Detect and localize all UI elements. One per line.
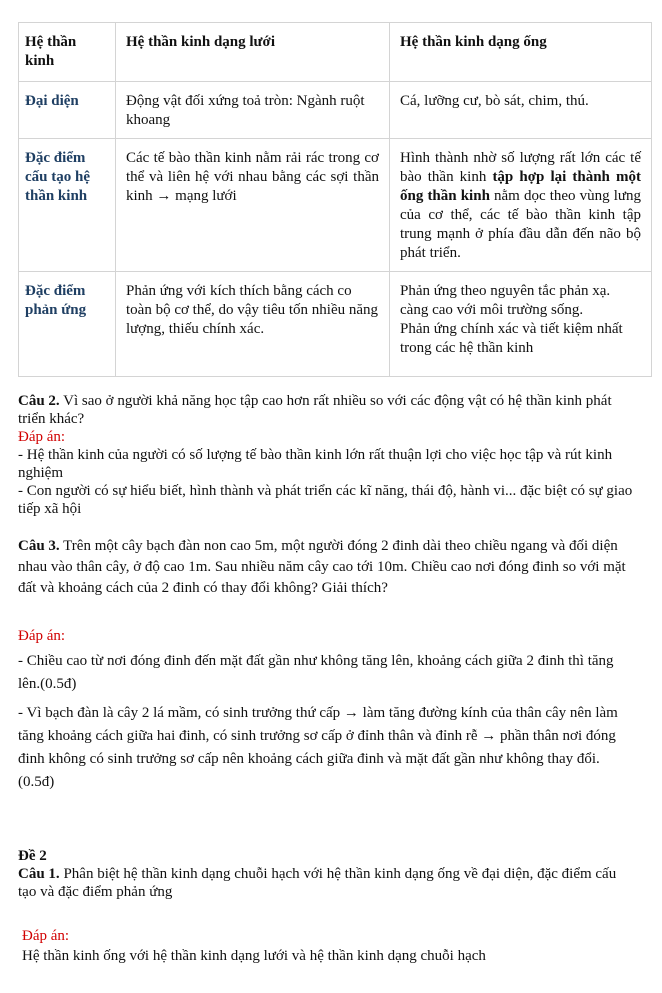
section-heading: Đề 2 [18,848,47,864]
question-3 [18,536,638,599]
cell-bold-text: tập hợp lại thành một ống thần kinh [400,169,641,204]
cell-text: Hình thành nhờ số lượng rất lớn các tế bào thần kinh [400,150,641,185]
table-cell: Động vật đối xứng toả tròn: Ngành ruột khoang [116,82,390,139]
table-cell [390,272,652,377]
table-cell: Phản ứng với kích thích bằng cách co toàn bộ cơ thể, do vậy tiêu tốn nhiều năng lượng, thiếu chính xác. [116,272,390,377]
question-label: Câu 1. [18,866,60,882]
answer-line: - Vì bạch đàn là cây 2 lá mầm, có sinh trưởng thứ cấp → làm tăng đường kính của thân cây nên làm tăng khoảng cách giữa hai đinh, có sinh trưởng sơ cấp ở đỉnh thân và đỉnh rễ → phần thân nơi đóng đinh không có sinh trưởng sơ cấp nên khoảng cách giữa đinh và mặt đất gần như không thay đổi. (0.5đ) [18,705,618,790]
table-header-row [19,23,652,82]
answer-line: Hệ thần kinh ống với hệ thần kinh dạng lưới và hệ thần kinh dạng chuỗi hạch [22,948,486,964]
question-text [18,536,638,599]
question-2 [18,392,638,518]
question-body: Vì sao ở người khả năng học tập cao hơn rất nhiều so với các động vật có hệ thần kinh phát triển khác? [18,393,612,427]
answer-line: - Con người có sự hiểu biết, hình thành và phát triển các kĩ năng, thái độ, hành vi... đặc biệt có sự giao tiếp xã hội [18,483,633,517]
question-text [18,865,638,901]
answer-line: - Hệ thần kinh của người có số lượng tế bào thần kinh lớn rất thuận lợi cho việc học tập và rút kinh nghiệm [18,447,613,481]
answer-line: - Chiều cao từ nơi đóng đinh đến mặt đất gần như không tăng lên, khoảng cách giữa 2 đinh thì tăng lên.(0.5đ) [18,653,614,692]
cell-text: nằm dọc theo vùng lưng của cơ thể, các tế bào thần kinh tập trung mạnh ở phía đầu dẫn đến não bộ phát triển. [400,188,642,261]
question-body: Trên một cây bạch đàn non cao 5m, một người đóng 2 đinh dài theo chiều ngang và đối diện nhau vào thân cây, ở độ cao 1m. Sau nhiều năm cây cao tới 10m. Chiều cao nơi đóng đinh so với mặt đất và khoảng cách của 2 đinh có thay đổi không? Giải thích? [18,538,626,596]
table-header-cell: Hệ thần kinh dạng lưới [116,23,390,82]
answer-label: Đáp án: [22,928,70,944]
cell-line: Phản ứng theo nguyên tắc phản xạ. càng cao với môi trường sống. [400,283,611,318]
table-row [19,82,652,139]
row-label: Đặc điểm cấu tạo hệ thần kinh [19,139,116,272]
question-body: Phân biệt hệ thần kinh dạng chuỗi hạch với hệ thần kinh dạng ống về đại diện, đặc điểm cấu tạo và đặc điểm phản ứng [18,866,617,900]
question-label: Câu 3. [18,538,60,554]
row-label: Đặc điểm phản ứng [19,272,116,377]
de-2-section [18,847,638,901]
row-label: Đại diện [19,82,116,139]
answer-label: Đáp án: [18,628,66,644]
comparison-table [18,22,652,377]
table-cell: Các tế bào thần kinh nằm rải rác trong cơ thể và liên hệ với nhau bằng các sợi thần kinh → mạng lưới [116,139,390,272]
table-row [19,139,652,272]
table-cell [390,139,652,272]
question-text [18,392,638,428]
table-cell: Cá, lưỡng cư, bò sát, chim, thú. [390,82,652,139]
table-header-cell: Hệ thần kinh [19,23,116,82]
question-3-answer [18,625,638,794]
table-row [19,272,652,377]
question-label: Câu 2. [18,393,60,409]
table-header-cell: Hệ thần kinh dạng ống [390,23,652,82]
answer-label: Đáp án: [18,429,66,445]
de-2-answer [22,926,642,966]
cell-line: Phản ứng chính xác và tiết kiệm nhất trong các hệ thần kinh [400,321,623,356]
